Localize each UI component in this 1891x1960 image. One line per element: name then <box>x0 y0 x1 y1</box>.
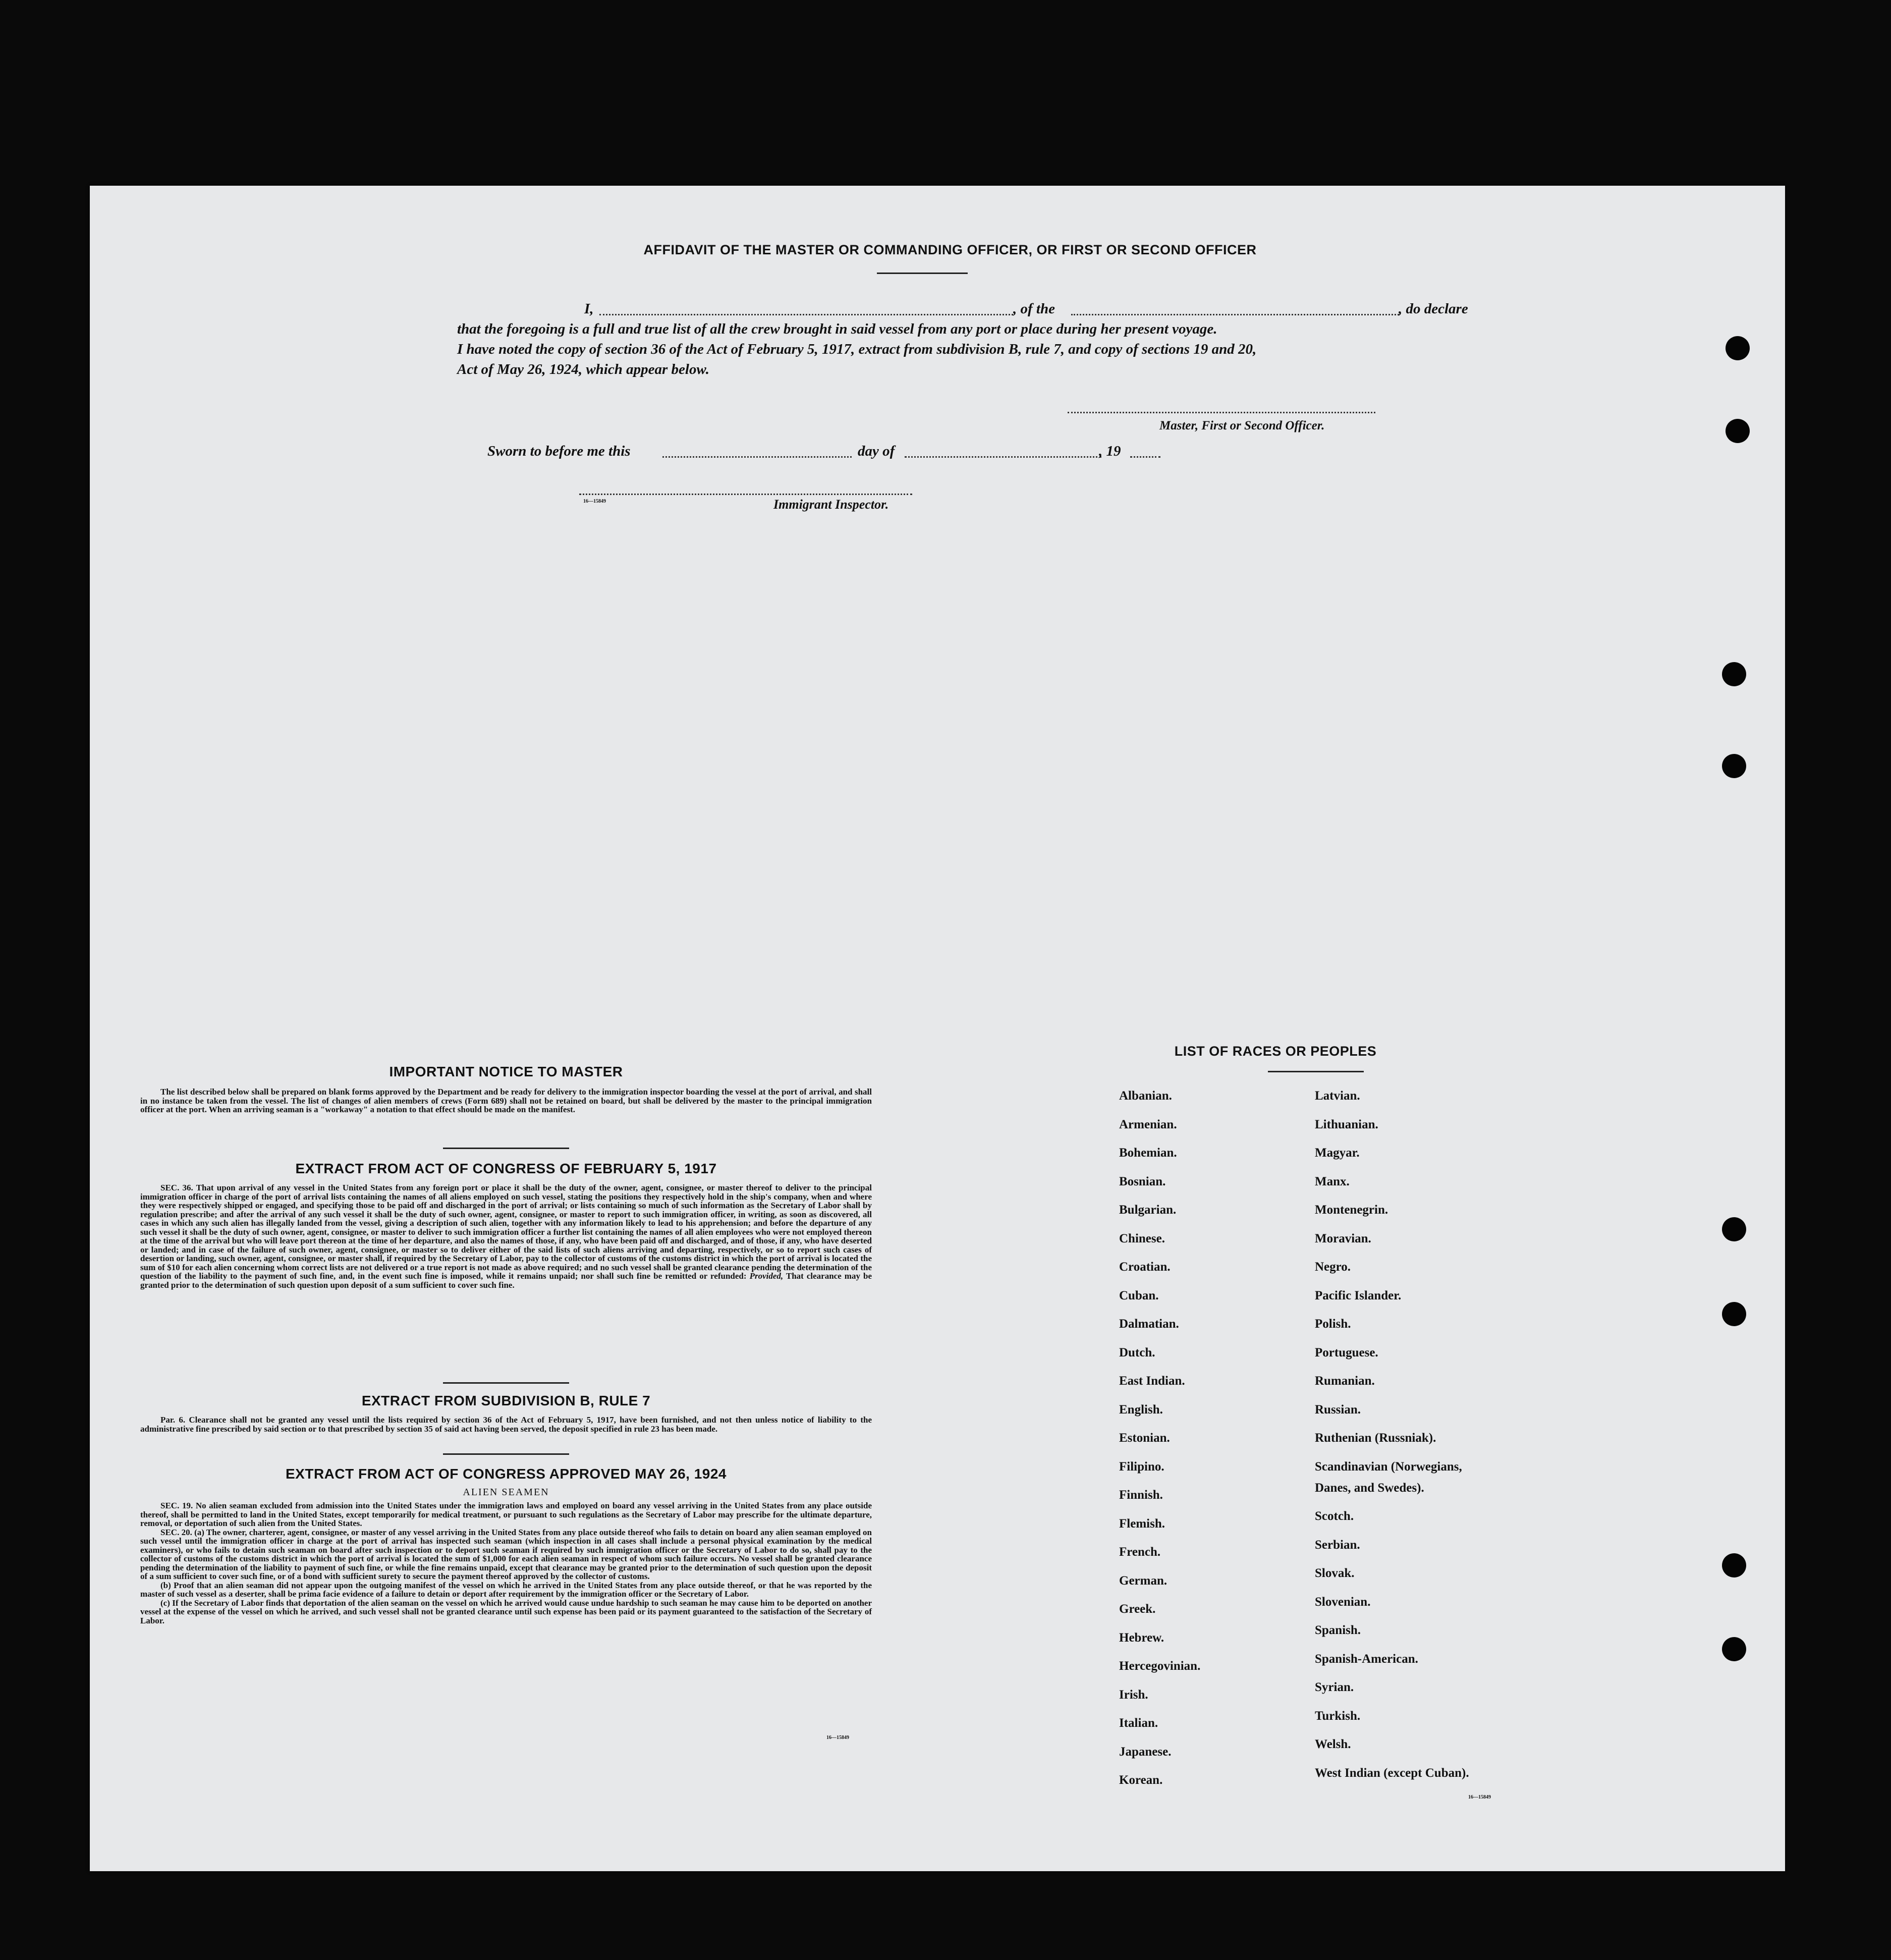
race-item: Hercegovinian. <box>1119 1659 1201 1673</box>
race-item: Scotch. <box>1315 1509 1354 1523</box>
punch-hole <box>1726 336 1750 360</box>
alien-seamen-subtitle: ALIEN SEAMEN <box>463 1487 549 1498</box>
year-label: , 19 <box>1099 443 1121 459</box>
notice-title: IMPORTANT NOTICE TO MASTER <box>389 1064 623 1079</box>
extract-1917-title: EXTRACT FROM ACT OF CONGRESS OF FEBRUARY 5, 1917 <box>295 1161 717 1176</box>
sworn-day-blank[interactable] <box>662 456 852 458</box>
sworn-year-blank[interactable] <box>1130 456 1160 458</box>
of-the-label: , of the <box>1013 301 1055 317</box>
race-item: Manx. <box>1315 1175 1350 1188</box>
punch-hole <box>1722 662 1746 686</box>
race-item: Flemish. <box>1119 1517 1165 1531</box>
race-item: Dutch. <box>1119 1346 1155 1359</box>
race-item: East Indian. <box>1119 1374 1185 1388</box>
race-item: Filipino. <box>1119 1460 1164 1474</box>
punch-hole <box>1726 419 1750 443</box>
race-item: Russian. <box>1315 1403 1361 1417</box>
race-item: Spanish-American. <box>1315 1652 1418 1666</box>
punch-hole <box>1722 1302 1746 1326</box>
vessel-blank[interactable] <box>1071 314 1399 315</box>
affidavit-title: AFFIDAVIT OF THE MASTER OR COMMANDING OFFICER, OR FIRST OR SECOND OFFICER <box>643 242 1257 257</box>
rule7-rule <box>443 1453 569 1455</box>
section-20c-paragraph: (c) If the Secretary of Labor finds that deportation of the alien seaman on the vessel on which he arrived would cause undue hardship to such seaman he may cause him to be deported on another vessel at the expense of the vessel on which he arrived, and such vessel shall not be granted clearance until such expense has been paid or its payment guaranteed to the satisfaction of the Secretary of Labor. <box>140 1598 872 1625</box>
race-item: Rumanian. <box>1315 1374 1375 1388</box>
notice-rule <box>443 1148 569 1149</box>
race-item: Italian. <box>1119 1716 1158 1730</box>
notice-body <box>140 1087 872 1114</box>
form-number-left: 16—15849 <box>826 1735 849 1740</box>
notice-paragraph: The list described below shall be prepared on blank forms approved by the Department and be ready for delivery to the immigration inspector boarding the vessel at the port of arrival, and shall in no instance be taken from the vessel. The list of changes of alien members of crews (Form 689) shall not be retained on board, but shall be delivered by the master to the principal immigration officer at the port. When an arriving seaman is a "workaway" a notation to that effect should be made on the manifest. <box>140 1087 872 1114</box>
section-20a-paragraph: SEC. 20. (a) The owner, charterer, agent, consignee, or master of any vessel arriving in the United States from any place outside thereof who fails to detain on board any alien seaman employed on such vessel until the immigration officer in charge at the port of arrival has inspected such seaman (which inspection in all cases shall include a personal physical examination by the medical examiners), or who fails to detain such seaman on board after such inspection or to deport such seaman if required by such immigration officer or the Secretary of Labor to do so, shall pay to the collector of customs of the customs district in which the port of arrival is located the sum of $1,000 for each alien seaman in respect of whom such failure occurs. No vessel shall be granted clearance pending the determination of the liability to payment of such fine, or while the fine remains unpaid, except that clearance may be granted prior to the determination of such question upon the deposit of a sum sufficient to cover such fine, or of a bond with sufficient surety to secure the payment thereof approved by the collector of customs. <box>140 1527 872 1581</box>
title-rule <box>877 273 968 274</box>
form-number-right: 16—15849 <box>1468 1794 1491 1800</box>
race-item: Montenegrin. <box>1315 1203 1388 1217</box>
race-item: Dalmatian. <box>1119 1317 1179 1331</box>
punch-hole <box>1722 1637 1746 1661</box>
master-signature-line[interactable] <box>1068 412 1375 413</box>
provided-word: Provided, <box>749 1271 784 1281</box>
affidavit-line3: I have noted the copy of section 36 of the Act of February 5, 1917, extract from subdivision B, rule 7, and copy of sections 19 and 20, <box>457 341 1257 357</box>
race-item: Bulgarian. <box>1119 1203 1177 1217</box>
affidavit-line4: Act of May 26, 1924, which appear below. <box>457 361 709 377</box>
race-item: Lithuanian. <box>1315 1118 1378 1131</box>
race-item: Chinese. <box>1119 1232 1165 1245</box>
name-blank[interactable] <box>599 314 1013 315</box>
races-rule <box>1268 1071 1364 1072</box>
race-item: Polish. <box>1315 1317 1351 1331</box>
race-item: Negro. <box>1315 1260 1351 1274</box>
do-declare-label: , do declare <box>1399 301 1468 317</box>
punch-hole <box>1722 754 1746 778</box>
extract-1917-body <box>140 1183 872 1289</box>
race-item: Albanian. <box>1119 1089 1172 1103</box>
race-item: Slovenian. <box>1315 1595 1371 1609</box>
race-item: Ruthenian (Russniak). <box>1315 1431 1436 1445</box>
rule7-title: EXTRACT FROM SUBDIVISION B, RULE 7 <box>361 1393 651 1408</box>
extract-1924-title: EXTRACT FROM ACT OF CONGRESS APPROVED MAY 26, 1924 <box>286 1466 727 1482</box>
master-signature-label: Master, First or Second Officer. <box>1159 419 1325 432</box>
section-36-text: SEC. 36. That upon arrival of any vessel in the United States from any foreign port or place it shall be the duty of the owner, agent, consignee, or master thereof to deliver to the principal immigration officer in charge of the port of arrival lists containing the names of all aliens employed on such vessel, stating the positions they respectively hold in the ship's company, when and where they were respectively shipped or engaged, and specifying those to be paid off and discharged in the port of arrival; or lists containing so much of such information as the Secretary of Labor shall by regulation prescribe; and after the arrival of any such vessel it shall be the duty of such owner, agent, consignee, or master to report to such immigration officer, in writing, as soon as discovered, all cases in which any such alien has illegally landed from the vessel, giving a description of such alien, together with any information likely to lead to his apprehension; and before the departure of any such vessel it shall be the duty of such owner, agent, consignee, or master to deliver to such immigration officer a further list containing the names of all alien employees who were not employed thereon at the time of the arrival but who will leave port thereon at the time of her departure, and also the names of those, if any, who have been paid off and discharged, and of those, if any, who have deserted or landed; and in case of the failure of such owner, agent, consignee, or master so to deliver either of the said lists of such aliens arriving and departing, respectively, or so to report such cases of desertion or landing, such owner, agent, consignee, or master shall, if required by the Secretary of Labor, pay to the collector of customs of the customs district in which the port of arrival is located the sum of $10 for each alien concerning whom correct lists are not delivered or a true report is not made as above required; and no such vessel shall be granted clearance pending the determination of the question of the liability to the payment of such fine, and, in the event such fine is imposed, while it remains unpaid; nor shall such fine be remitted or refunded: <box>140 1183 872 1281</box>
race-item: French. <box>1119 1545 1161 1559</box>
race-item: Bohemian. <box>1119 1146 1177 1160</box>
race-item: Latvian. <box>1315 1089 1360 1103</box>
race-item: Serbian. <box>1315 1538 1360 1552</box>
race-item: English. <box>1119 1403 1163 1417</box>
section-20b-paragraph: (b) Proof that an alien seaman did not appear upon the outgoing manifest of the vessel on which he arrived in the United States from any place outside thereof, or that he was reported by the master of such vessel as a deserter, shall be prima facie evidence of a failure to detain or deport after requirement by the immigration officer or the Secretary of Labor. <box>140 1580 872 1599</box>
punch-hole <box>1722 1217 1746 1241</box>
section-36-paragraph <box>140 1183 872 1289</box>
race-item: Spanish. <box>1315 1623 1361 1637</box>
race-item: Slovak. <box>1315 1566 1355 1580</box>
race-item: Danes, and Swedes). <box>1315 1481 1424 1495</box>
race-item: Magyar. <box>1315 1146 1360 1160</box>
form-sheet <box>90 186 1785 1871</box>
race-item: Japanese. <box>1119 1745 1172 1759</box>
race-item: Turkish. <box>1315 1709 1361 1723</box>
day-of-label: day of <box>858 443 895 459</box>
extract-1917-rule <box>443 1382 569 1384</box>
race-item: Croatian. <box>1119 1260 1171 1274</box>
form-number-top: 16—15849 <box>583 499 606 504</box>
section-36-text-end: That clearance may be granted prior to the determination of such question upon deposit of a sum sufficient to cover such fine. <box>140 1271 872 1290</box>
race-item: Estonian. <box>1119 1431 1170 1445</box>
race-item: West Indian (except Cuban). <box>1315 1766 1469 1780</box>
race-item: Hebrew. <box>1119 1631 1164 1645</box>
i-label: I, <box>584 301 594 317</box>
sworn-label: Sworn to before me this <box>487 443 631 459</box>
race-item: Korean. <box>1119 1773 1163 1787</box>
extract-1924-body <box>140 1501 872 1625</box>
section-19-paragraph: SEC. 19. No alien seaman excluded from admission into the United States under the immigration laws and employed on board any vessel arriving in the United States from any place outside thereof, shall be permitted to land in the United States, except temporarily for medical treatment, or pursuant to such regulations as the Secretary of Labor may prescribe for the ultimate departure, removal, or deportation of such alien from the United States. <box>140 1501 872 1528</box>
race-item: Pacific Islander. <box>1315 1289 1402 1302</box>
race-item: Greek. <box>1119 1602 1156 1616</box>
races-title: LIST OF RACES OR PEOPLES <box>1174 1044 1377 1059</box>
race-item: Portuguese. <box>1315 1346 1378 1359</box>
race-item: Scandinavian (Norwegians, <box>1315 1460 1462 1474</box>
affidavit-line2: that the foregoing is a full and true list of all the crew brought in said vessel from any port or place during her present voyage. <box>457 321 1217 337</box>
race-item: Bosnian. <box>1119 1175 1166 1188</box>
race-item: Welsh. <box>1315 1737 1351 1751</box>
punch-hole <box>1722 1553 1746 1577</box>
rule7-body <box>140 1415 872 1433</box>
race-item: Finnish. <box>1119 1488 1163 1502</box>
inspector-label: Immigrant Inspector. <box>773 497 889 512</box>
race-item: Irish. <box>1119 1688 1148 1702</box>
rule7-paragraph: Par. 6. Clearance shall not be granted any vessel until the lists required by section 36 of the Act of February 5, 1917, have been furnished, and not then unless notice of liability to the administrative fine prescribed by said section or to that prescribed by section 35 of said act having been served, the deposit specified in rule 23 has been made. <box>140 1415 872 1434</box>
race-item: Armenian. <box>1119 1118 1177 1131</box>
race-item: Cuban. <box>1119 1289 1159 1302</box>
race-item: German. <box>1119 1574 1167 1588</box>
race-item: Moravian. <box>1315 1232 1371 1245</box>
sworn-month-blank[interactable] <box>905 456 1101 458</box>
race-item: Syrian. <box>1315 1680 1354 1694</box>
